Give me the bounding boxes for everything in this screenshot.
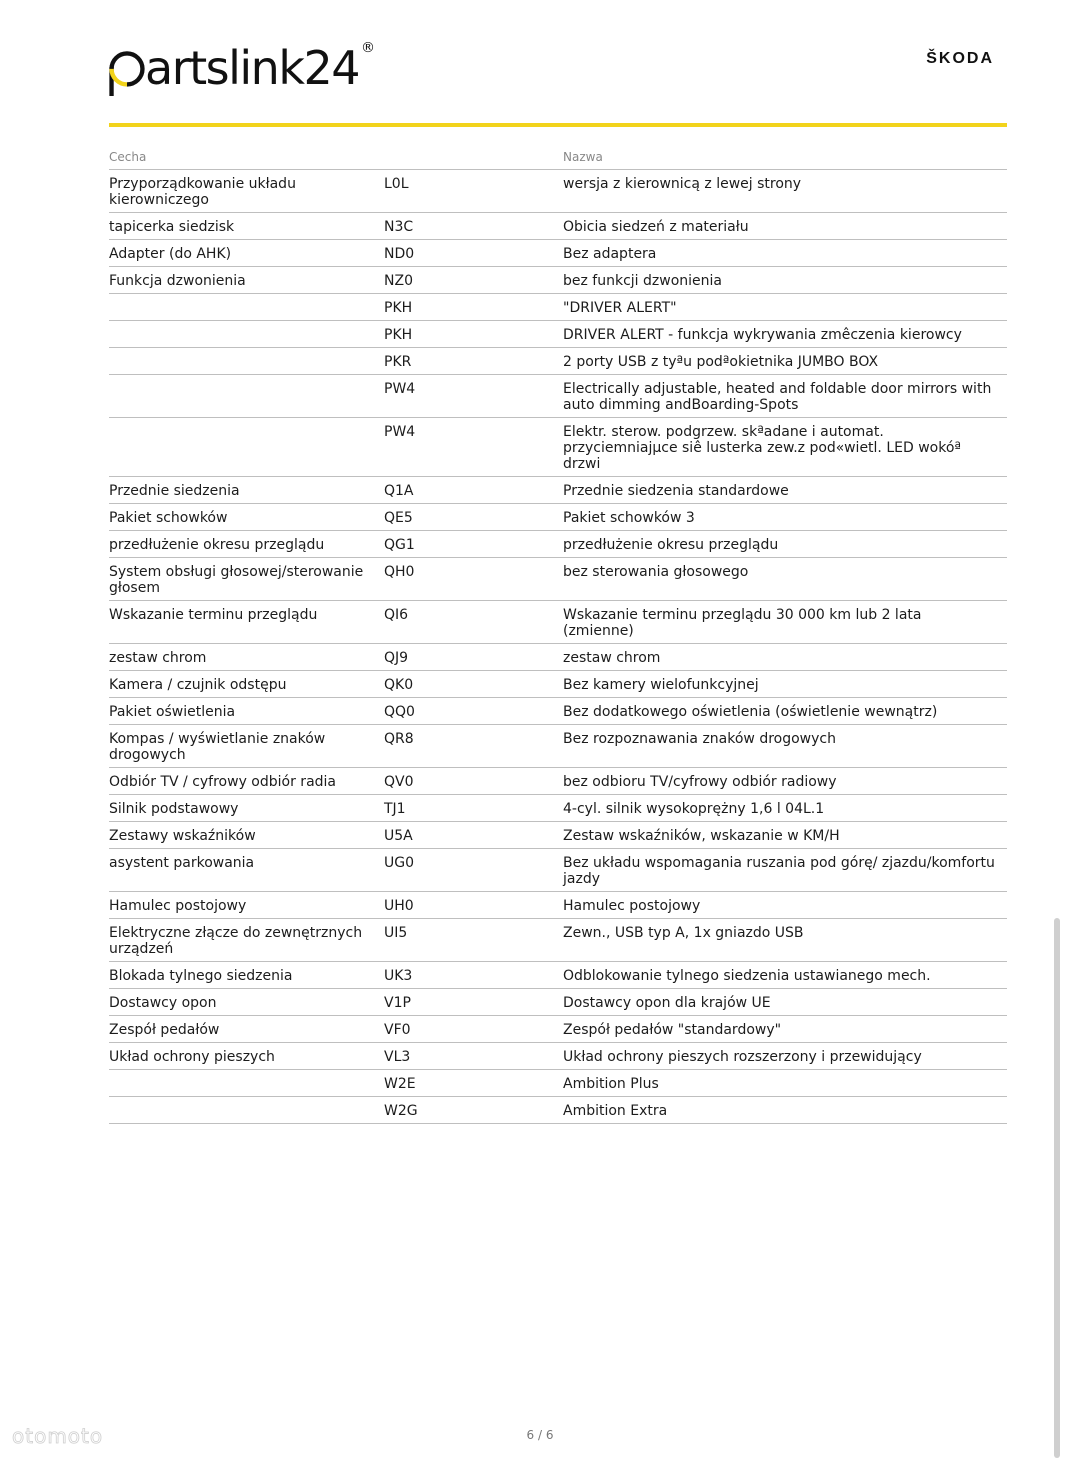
watermark: otomoto: [12, 1424, 104, 1448]
cell-feature: Blokada tylnego siedzenia: [109, 962, 384, 989]
cell-code: QV0: [384, 768, 563, 795]
cell-code: QI6: [384, 601, 563, 644]
cell-feature: [109, 321, 384, 348]
cell-code: QJ9: [384, 644, 563, 671]
cell-feature: Funkcja dzwonienia: [109, 267, 384, 294]
cell-feature: przedłużenie okresu przeglądu: [109, 531, 384, 558]
cell-name: DRIVER ALERT - funkcja wykrywania zmêczenia kierowcy: [563, 321, 1007, 348]
cell-name: wersja z kierownicą z lewej strony: [563, 170, 1007, 213]
table-row: [109, 267, 1007, 294]
partslink24-logo: [107, 38, 375, 98]
cell-feature: Zespół pedałów: [109, 1016, 384, 1043]
cell-code: ND0: [384, 240, 563, 267]
cell-code: Q1A: [384, 477, 563, 504]
cell-code: QE5: [384, 504, 563, 531]
header-code: [384, 148, 563, 170]
table-row: [109, 698, 1007, 725]
cell-name: Pakiet schowków 3: [563, 504, 1007, 531]
cell-feature: Zestawy wskaźników: [109, 822, 384, 849]
cell-name: Ambition Plus: [563, 1070, 1007, 1097]
header-divider: [109, 123, 1007, 127]
cell-name: Ambition Extra: [563, 1097, 1007, 1124]
table-row: [109, 962, 1007, 989]
table-row: [109, 240, 1007, 267]
logo-p-glyph-icon: [107, 38, 147, 96]
cell-name: Odblokowanie tylnego siedzenia ustawianego mech.: [563, 962, 1007, 989]
cell-name: zestaw chrom: [563, 644, 1007, 671]
table-row: [109, 1097, 1007, 1124]
table-row: [109, 795, 1007, 822]
table-row: [109, 892, 1007, 919]
table-row: [109, 213, 1007, 240]
cell-feature: Pakiet schowków: [109, 504, 384, 531]
cell-code: PKR: [384, 348, 563, 375]
table-row: [109, 321, 1007, 348]
table-row: [109, 989, 1007, 1016]
cell-feature: Pakiet oświetlenia: [109, 698, 384, 725]
table-row: [109, 504, 1007, 531]
cell-code: QK0: [384, 671, 563, 698]
cell-name: 4-cyl. silnik wysokoprężny 1,6 l 04L.1: [563, 795, 1007, 822]
table-row: [109, 170, 1007, 213]
table-row: [109, 644, 1007, 671]
logo-registered-mark: ®: [361, 40, 375, 56]
cell-feature: Silnik podstawowy: [109, 795, 384, 822]
table-row: [109, 671, 1007, 698]
cell-code: L0L: [384, 170, 563, 213]
cell-name: Elektr. sterow. podgrzew. skªadane i automat. przyciemniajµce siê lusterka zew.z pod«wietl. LED wokóª drzwi: [563, 418, 1007, 477]
table-row: [109, 1016, 1007, 1043]
table-row: [109, 375, 1007, 418]
table-row: [109, 477, 1007, 504]
equipment-table: [109, 148, 1007, 1124]
cell-name: Układ ochrony pieszych rozszerzony i przewidujący: [563, 1043, 1007, 1070]
cell-feature: [109, 418, 384, 477]
cell-code: PKH: [384, 294, 563, 321]
cell-name: Bez rozpoznawania znaków drogowych: [563, 725, 1007, 768]
table-row: [109, 1070, 1007, 1097]
cell-feature: zestaw chrom: [109, 644, 384, 671]
table-row: [109, 768, 1007, 795]
table-header-row: [109, 148, 1007, 170]
cell-name: Bez dodatkowego oświetlenia (oświetlenie wewnątrz): [563, 698, 1007, 725]
cell-feature: Adapter (do AHK): [109, 240, 384, 267]
cell-feature: System obsługi głosowej/sterowanie głosem: [109, 558, 384, 601]
cell-code: PW4: [384, 418, 563, 477]
header-name: Nazwa: [563, 148, 1007, 170]
cell-name: Bez kamery wielofunkcyjnej: [563, 671, 1007, 698]
cell-feature: Dostawcy opon: [109, 989, 384, 1016]
cell-feature: [109, 1097, 384, 1124]
table-row: [109, 601, 1007, 644]
table-row: [109, 348, 1007, 375]
cell-feature: Kamera / czujnik odstępu: [109, 671, 384, 698]
cell-feature: Kompas / wyświetlanie znaków drogowych: [109, 725, 384, 768]
table-row: [109, 725, 1007, 768]
cell-code: PKH: [384, 321, 563, 348]
cell-name: Obicia siedzeń z materiału: [563, 213, 1007, 240]
cell-name: Zespół pedałów "standardowy": [563, 1016, 1007, 1043]
cell-feature: Układ ochrony pieszych: [109, 1043, 384, 1070]
cell-code: TJ1: [384, 795, 563, 822]
cell-name: Hamulec postojowy: [563, 892, 1007, 919]
logo-text: artslink24: [145, 41, 359, 95]
table-row: [109, 418, 1007, 477]
cell-code: NZ0: [384, 267, 563, 294]
cell-name: Przednie siedzenia standardowe: [563, 477, 1007, 504]
cell-name: bez odbioru TV/cyfrowy odbiór radiowy: [563, 768, 1007, 795]
cell-code: QH0: [384, 558, 563, 601]
cell-feature: Wskazanie terminu przeglądu: [109, 601, 384, 644]
cell-feature: [109, 1070, 384, 1097]
cell-name: Zewn., USB typ A, 1x gniazdo USB: [563, 919, 1007, 962]
cell-code: PW4: [384, 375, 563, 418]
cell-name: Bez układu wspomagania ruszania pod górę/ zjazdu/komfortu jazdy: [563, 849, 1007, 892]
cell-name: Wskazanie terminu przeglądu 30 000 km lub 2 lata (zmienne): [563, 601, 1007, 644]
cell-name: 2 porty USB z tyªu podªokietnika JUMBO BOX: [563, 348, 1007, 375]
table-row: [109, 531, 1007, 558]
table-row: [109, 1043, 1007, 1070]
cell-code: W2G: [384, 1097, 563, 1124]
cell-code: W2E: [384, 1070, 563, 1097]
cell-feature: [109, 375, 384, 418]
cell-name: Zestaw wskaźników, wskazanie w KM/H: [563, 822, 1007, 849]
cell-feature: [109, 348, 384, 375]
cell-feature: tapicerka siedzisk: [109, 213, 384, 240]
cell-name: Bez adaptera: [563, 240, 1007, 267]
cell-code: QQ0: [384, 698, 563, 725]
cell-feature: Przyporządkowanie układu kierowniczego: [109, 170, 384, 213]
cell-feature: Przednie siedzenia: [109, 477, 384, 504]
table-row: [109, 919, 1007, 962]
cell-code: UH0: [384, 892, 563, 919]
cell-name: przedłużenie okresu przeglądu: [563, 531, 1007, 558]
scrollbar[interactable]: [1054, 918, 1060, 1458]
cell-code: N3C: [384, 213, 563, 240]
cell-code: VL3: [384, 1043, 563, 1070]
cell-feature: Odbiór TV / cyfrowy odbiór radia: [109, 768, 384, 795]
cell-name: bez sterowania głosowego: [563, 558, 1007, 601]
cell-code: U5A: [384, 822, 563, 849]
table-row: [109, 294, 1007, 321]
cell-code: UG0: [384, 849, 563, 892]
cell-feature: [109, 294, 384, 321]
cell-feature: asystent parkowania: [109, 849, 384, 892]
cell-code: UI5: [384, 919, 563, 962]
cell-code: UK3: [384, 962, 563, 989]
cell-code: QR8: [384, 725, 563, 768]
cell-feature: Elektryczne złącze do zewnętrznych urządzeń: [109, 919, 384, 962]
table-row: [109, 849, 1007, 892]
table-row: [109, 558, 1007, 601]
cell-code: VF0: [384, 1016, 563, 1043]
brand-skoda: ŠKODA: [926, 50, 994, 67]
page-number: 6 / 6: [526, 1428, 554, 1442]
table-row: [109, 822, 1007, 849]
cell-code: QG1: [384, 531, 563, 558]
cell-name: Electrically adjustable, heated and foldable door mirrors with auto dimming andBoarding-Spots: [563, 375, 1007, 418]
header-feature: Cecha: [109, 148, 384, 170]
cell-name: bez funkcji dzwonienia: [563, 267, 1007, 294]
cell-name: "DRIVER ALERT": [563, 294, 1007, 321]
cell-code: V1P: [384, 989, 563, 1016]
cell-name: Dostawcy opon dla krajów UE: [563, 989, 1007, 1016]
cell-feature: Hamulec postojowy: [109, 892, 384, 919]
